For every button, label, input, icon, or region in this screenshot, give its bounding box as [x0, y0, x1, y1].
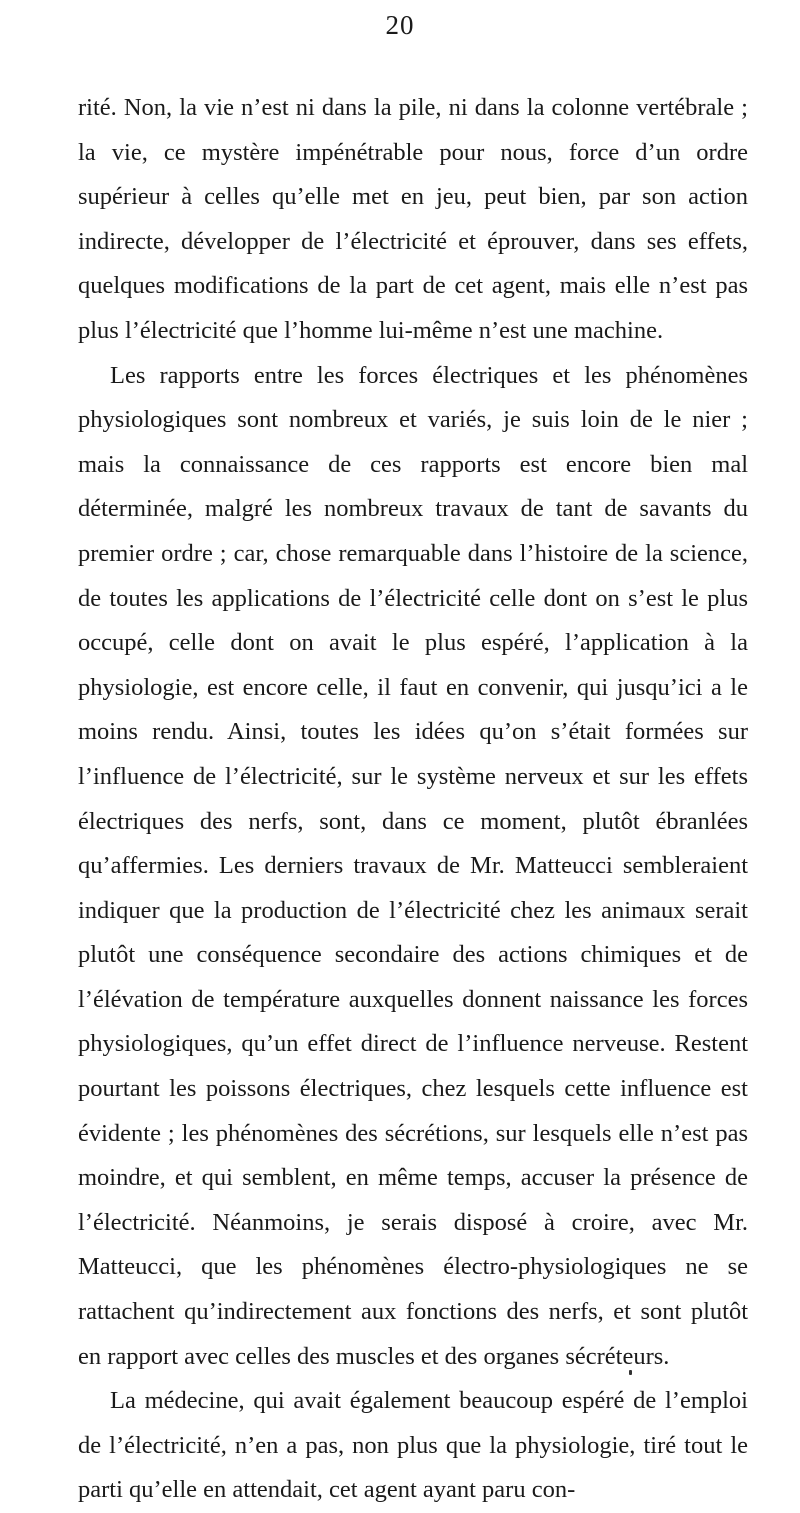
body-text: [78, 86, 748, 1513]
paragraph-electric-forces: Les rapports entre les forces électriques et les phénomènes physiologiques sont nombreux et variés, je suis loin de le nier ; mais la connaissance de ces rapports est encore bien mal déterminée, malgré les nombreux travaux de tant de savants du premier ordre ; car, chose remarquable dans l’histoire de la science, de toutes les applications de l’électricité celle dont on s’est le plus occupé, celle dont on avait le plus espéré, l’application à la physiologie, est encore celle, il faut en convenir, qui jusqu’ici a le moins rendu. Ainsi, toutes les idées qu’on s’était formées sur l’influence de l’électricité, sur le système nerveux et sur les effets électriques des nerfs, sont, dans ce moment, plutôt ébranlées qu’affermies. Les derniers travaux de Mr. Matteucci sembleraient indiquer que la production de l’électricité chez les animaux serait plutôt une conséquence secondaire des actions chimiques et de l’élévation de température auxquelles donnent naissance les forces physiologiques, qu’un effet direct de l’influence nerveuse. Restent pourtant les poissons électriques, chez lesquels cette influence est évidente ; les phénomènes des sécrétions, sur lesquels elle n’est pas moindre, et qui semblent, en même temps, accuser la présence de l’électricité. Néanmoins, je serais disposé à croire, avec Mr. Matteucci, que les phénomènes électro-physiologiques ne se rattachent qu’indirectement aux fonctions des nerfs, et sont plutôt en rapport avec celles des muscles et des organes sécréteurs.: [78, 361, 748, 1370]
page-number: 20: [385, 10, 415, 40]
paragraph-medicine: La médecine, qui avait également beaucoup espéré de l’emploi de l’électricité, n’en a pas, non plus que la physiologie, tiré tout le parti qu’elle en attendait, cet agent ayant paru con-: [78, 1387, 748, 1504]
print-speck: [629, 1370, 632, 1375]
paragraph-continuation: rité. Non, la vie n’est ni dans la pile, ni dans la colonne vertébrale ; la vie, ce mystère impénétrable pour nous, force d’un ordre supérieur à celles qu’elle met en jeu, peut bien, par son action indirecte, développer de l’électricité et éprouver, dans ses effets, quelques modifications de la part de cet agent, mais elle n’est pas plus l’électricité que l’homme lui-même n’est une machine.: [78, 94, 748, 344]
